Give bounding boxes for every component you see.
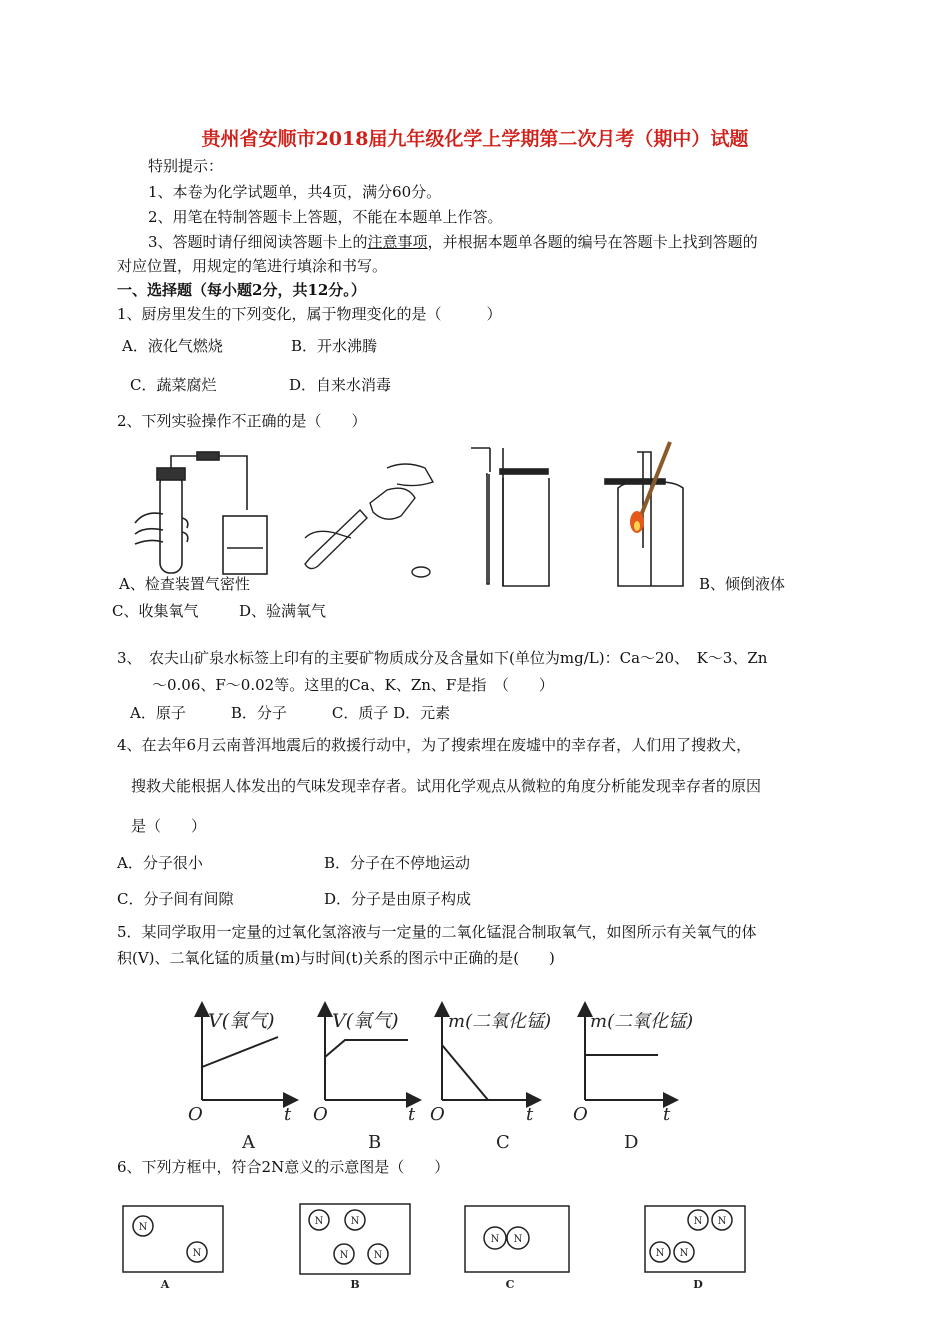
atom-label: N — [679, 1248, 689, 1259]
graph-c-label: C — [496, 1132, 510, 1153]
q3-line-2: ～0.06、F～0.02等。这里的Ca、K、Zn、F是指 （ ） — [152, 676, 554, 694]
graph-b-line — [325, 1040, 408, 1057]
q4-option-a: A．分子很小 — [117, 854, 203, 872]
graph-c-line — [442, 1045, 488, 1100]
atom-label: N — [339, 1250, 349, 1261]
atom-label: N — [717, 1216, 727, 1227]
notice-line-4: 对应位置，用规定的笔进行填涂和书写。 — [117, 257, 388, 275]
q3-line-1: 3、 农夫山矿泉水标签上印有的主要矿物质成分及含量如下(单位为mg/L)：Ca～20、 K～3、Zn — [117, 649, 768, 667]
graph-b-origin: O — [313, 1104, 328, 1125]
q1-option-c: C．蔬菜腐烂 — [130, 376, 217, 394]
q3-options: A．原子 B．分子 C．质子 D．元素 — [130, 704, 451, 722]
atom-label: N — [655, 1248, 665, 1259]
notice-line-1: 1、本卷为化学试题单，共4页，满分60分。 — [148, 183, 442, 201]
box-c-label: C — [505, 1278, 515, 1290]
page-title: 贵州省安顺市2018届九年级化学上学期第二次月考（期中）试题 — [201, 128, 749, 150]
q4-option-c: C．分子间有间隙 — [117, 890, 234, 908]
q1-option-a: A．液化气燃烧 — [122, 337, 223, 355]
atom-label: N — [373, 1250, 383, 1261]
gas-collection-bottle — [471, 448, 549, 586]
q4-line-3: 是（ ） — [131, 817, 207, 835]
graph-c-xlabel: t — [526, 1104, 534, 1125]
q4-option-d: D．分子是由原子构成 — [324, 890, 472, 908]
graph-a-line — [202, 1037, 278, 1067]
atom-label: N — [192, 1248, 202, 1259]
notice-line-3-b: ，并根据本题单各题的编号在答题卡上找到答题的 — [427, 233, 758, 251]
q4-option-b: B．分子在不停地运动 — [324, 854, 471, 872]
notice-line-2: 2、用笔在特制答题卡上答题，不能在本题单上作答。 — [148, 208, 503, 226]
graph-b-ylabel: V(氧气) — [332, 1010, 399, 1032]
graph-b-xlabel: t — [408, 1104, 416, 1125]
graph-b-label: B — [368, 1132, 382, 1153]
graph-d-xlabel: t — [663, 1104, 671, 1125]
q2-stem: 2、下列实验操作不正确的是（ ） — [117, 412, 367, 430]
atom-label: N — [490, 1234, 500, 1245]
atom-label: N — [513, 1234, 523, 1245]
box-b-label: B — [350, 1278, 360, 1290]
q2-option-c: C、收集氧气 — [112, 602, 199, 620]
airtightness-apparatus — [135, 452, 267, 574]
q5-line-2: 积(V)、二氧化锰的质量(m)与时间(t)关系的图示中正确的是( ) — [117, 949, 555, 967]
q2-option-b: B、倾倒液体 — [699, 575, 786, 593]
section-heading: 一、选择题（每小题2分，共12分。） — [117, 281, 366, 299]
box-a-label: A — [160, 1278, 170, 1290]
atom-label: N — [138, 1222, 148, 1233]
q1-option-b: B．开水沸腾 — [291, 337, 378, 355]
q6-diagrams — [115, 1200, 755, 1290]
box-d-label: D — [693, 1278, 703, 1290]
notice-heading: 特别提示： — [148, 157, 224, 175]
atom-label: N — [693, 1216, 703, 1227]
q5-graphs — [180, 995, 700, 1155]
q1-stem: 1、厨房里发生的下列变化，属于物理变化的是（ ） — [117, 305, 502, 323]
graph-c-origin: O — [430, 1104, 445, 1125]
q4-line-1: 4、在去年6月云南普洱地震后的救援行动中，为了搜索埋在废墟中的幸存者，人们用了搜救犬， — [117, 736, 752, 754]
graph-a-xlabel: t — [284, 1104, 292, 1125]
graph-c-ylabel: m(二氧化锰) — [448, 1011, 552, 1032]
q2-option-a: A、检查装置气密性 — [119, 575, 250, 593]
pouring-apparatus — [305, 464, 433, 577]
graph-a-origin: O — [188, 1104, 203, 1125]
q1-option-d: D．自来水消毒 — [289, 376, 392, 394]
notice-line-3 — [148, 232, 758, 252]
atom-label: N — [314, 1216, 324, 1227]
notice-underline: 注意事项 — [367, 233, 428, 251]
q5-line-1: 5．某同学取用一定量的过氧化氢溶液与一定量的二氧化锰混合制取氧气，如图所示有关氧气的体 — [117, 923, 757, 941]
graph-a-label: A — [242, 1132, 255, 1153]
lab-apparatus-figure — [115, 438, 715, 593]
graph-d-origin: O — [573, 1104, 588, 1125]
q2-option-d: D、验满氧气 — [239, 602, 327, 620]
graph-a-ylabel: V(氧气) — [208, 1010, 275, 1032]
oxygen-check-bottle — [605, 442, 683, 586]
q4-line-2: 搜救犬能根据人体发出的气味发现幸存者。试用化学观点从微粒的角度分析能发现幸存者的原因 — [131, 777, 762, 795]
graph-d-label: D — [624, 1132, 639, 1153]
graph-d-ylabel: m(二氧化锰) — [590, 1011, 694, 1032]
q6-stem: 6、下列方框中，符合2N意义的示意图是（ ） — [117, 1158, 450, 1176]
box-a — [123, 1206, 223, 1272]
atom-label: N — [350, 1216, 360, 1227]
box-b — [300, 1204, 410, 1274]
notice-line-3-a: 3、答题时请仔细阅读答题卡上的 — [148, 233, 368, 251]
